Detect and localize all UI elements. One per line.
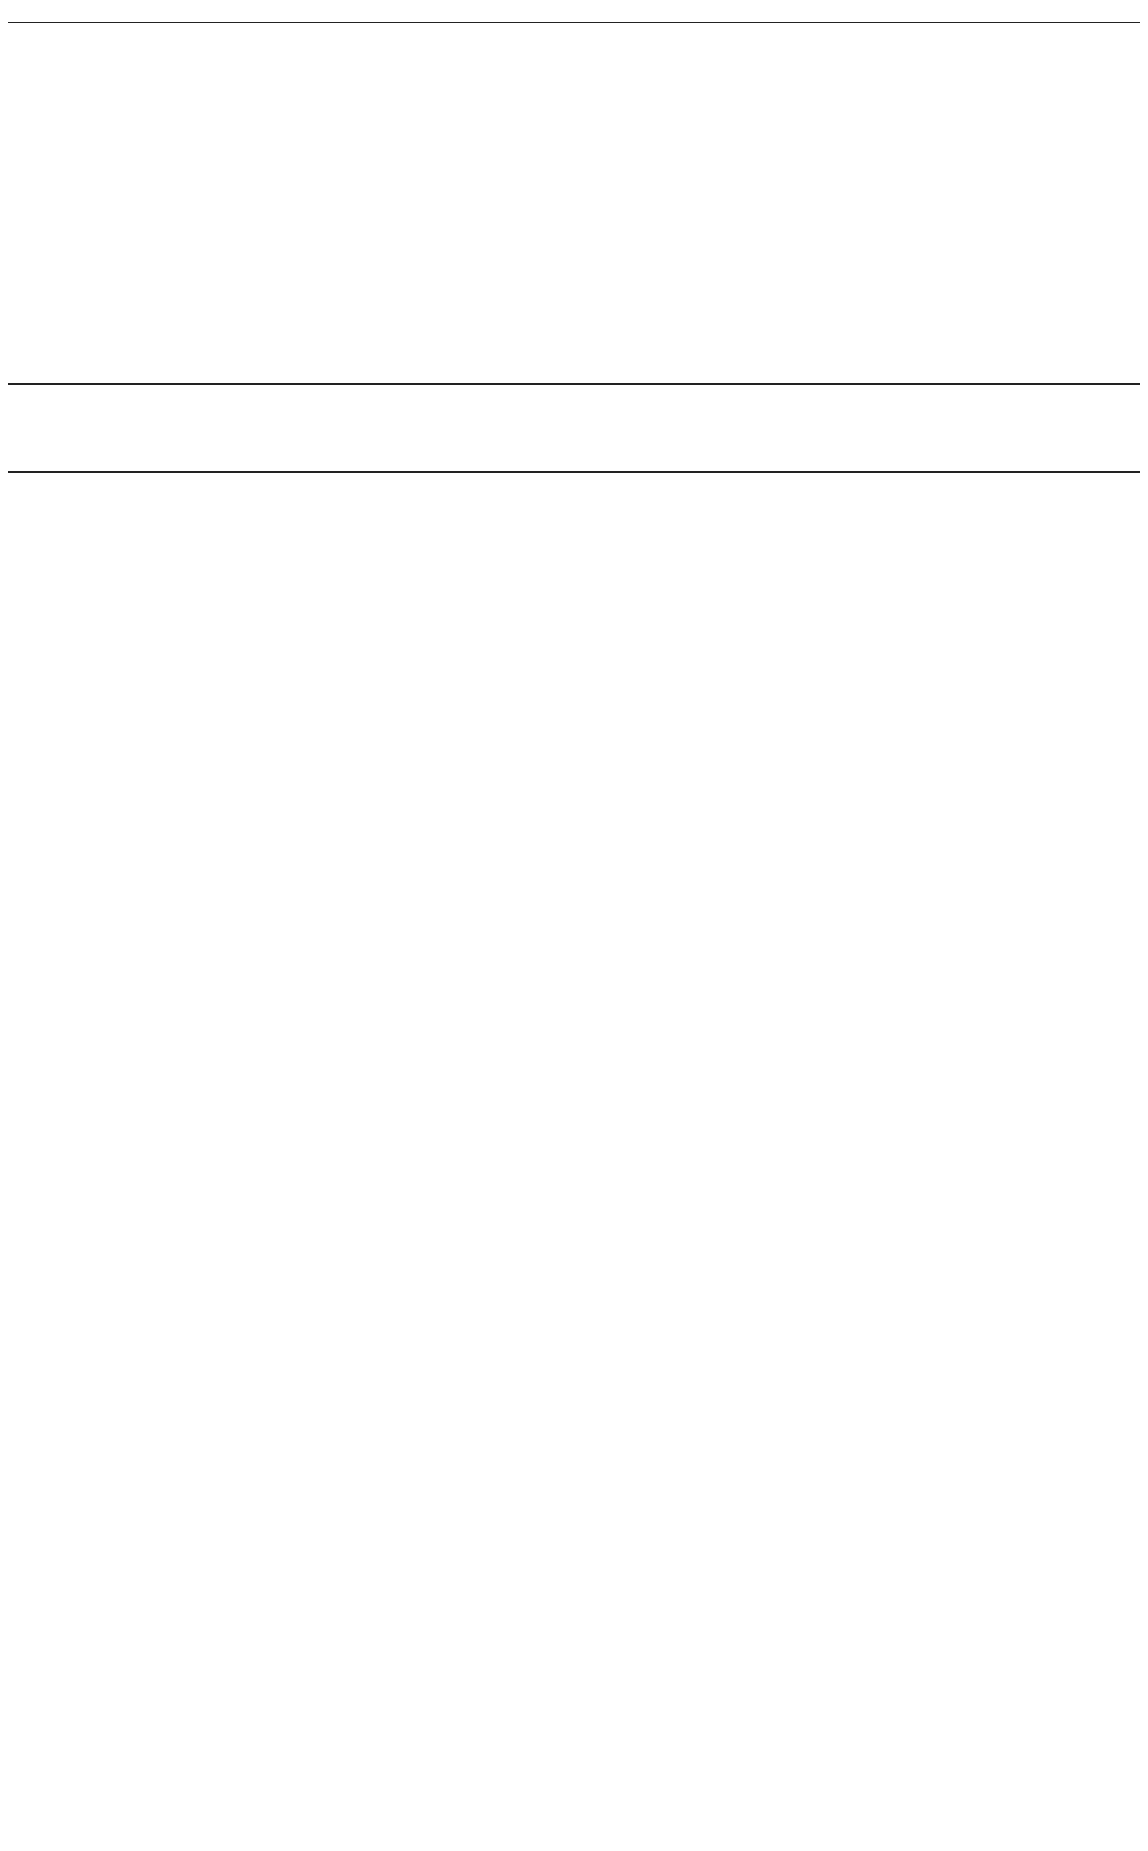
newspaper-page — [8, 6, 1140, 1846]
classified-section — [8, 23, 1140, 385]
page-header — [8, 6, 1140, 23]
service-guide-section — [8, 473, 1140, 1833]
home-service-guide-banner — [8, 385, 1140, 473]
